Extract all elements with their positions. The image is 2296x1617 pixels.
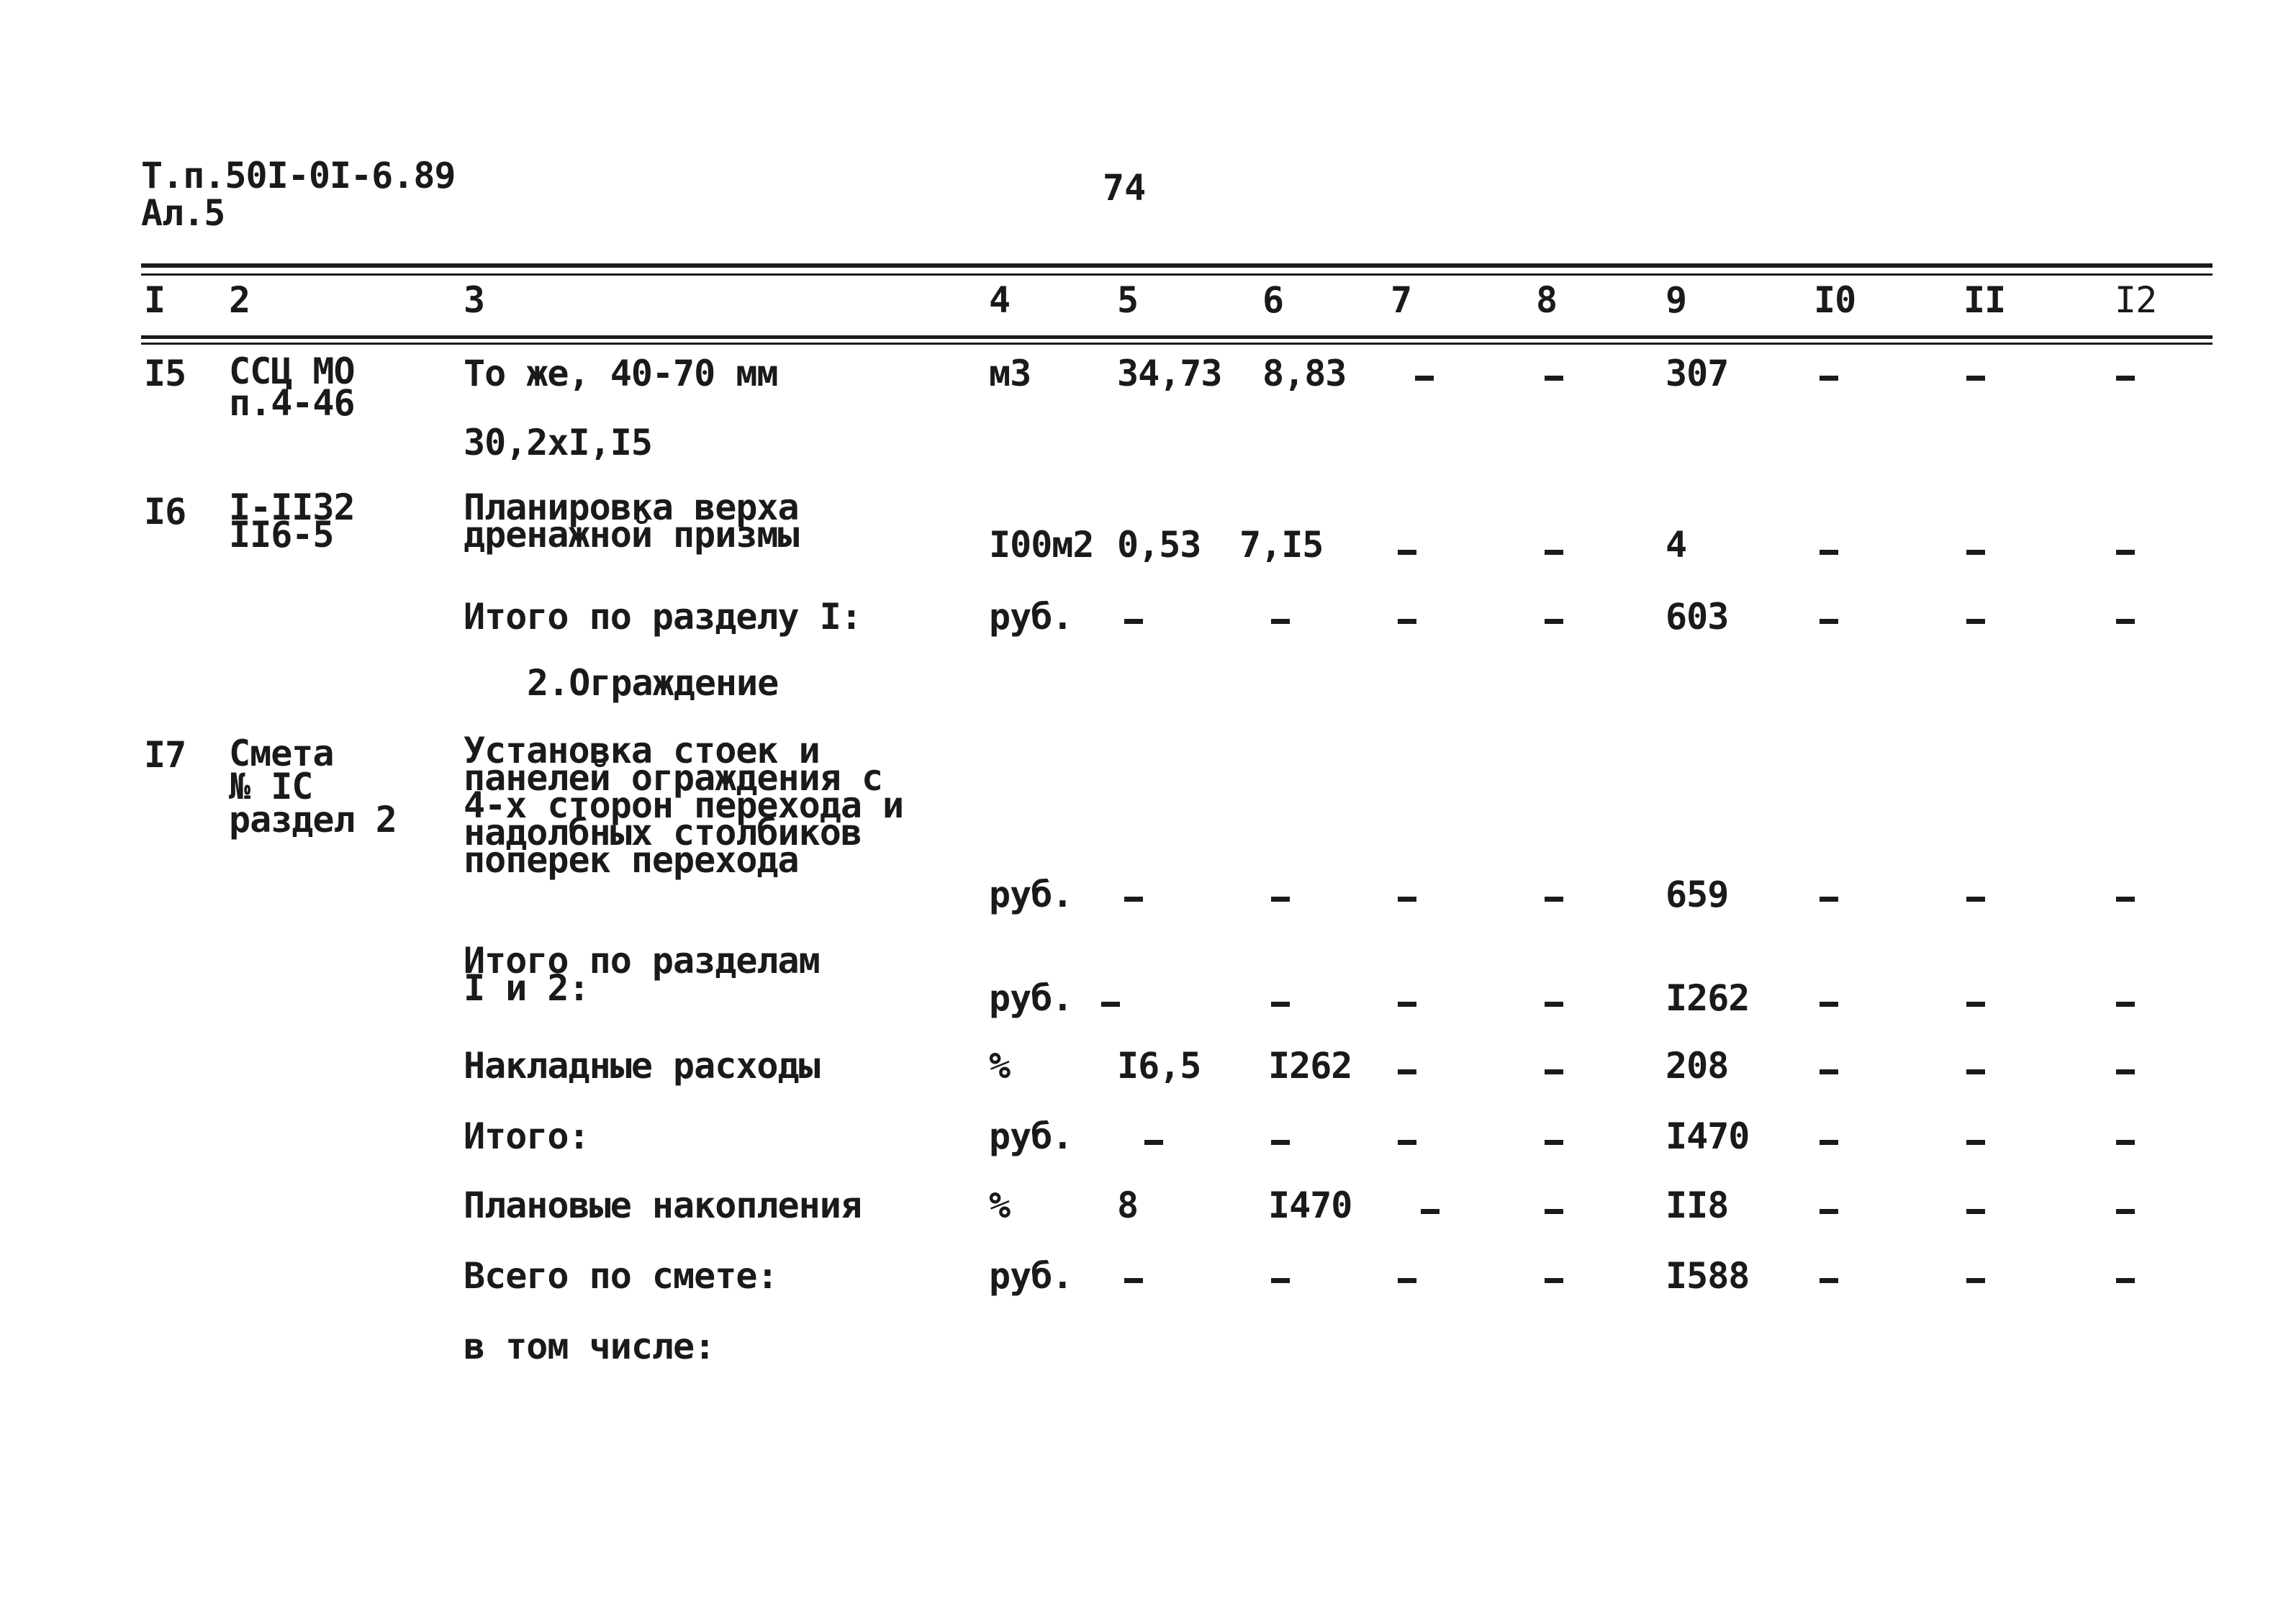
column-header: I	[144, 279, 166, 321]
empty-dash	[1820, 897, 1838, 902]
table-top-rule-thin	[141, 273, 2213, 276]
row-description: Накладные расходы	[464, 1045, 820, 1087]
row-col9: 4	[1665, 524, 1687, 566]
empty-dash	[1820, 1278, 1838, 1283]
row-col9: 307	[1665, 353, 1729, 394]
empty-dash	[1820, 1140, 1838, 1145]
empty-dash	[2116, 376, 2135, 381]
row-col9: I470	[1665, 1115, 1750, 1157]
empty-dash	[1820, 1209, 1838, 1214]
empty-dash	[1271, 1002, 1290, 1007]
row-unit: руб.	[989, 977, 1073, 1019]
row-col5: 0,53	[1117, 524, 1201, 566]
empty-dash	[2116, 619, 2135, 624]
page-number: 74	[1103, 167, 1147, 209]
empty-dash	[1820, 376, 1838, 381]
empty-dash	[1820, 1069, 1838, 1074]
row-unit: руб.	[989, 1255, 1073, 1297]
empty-dash	[1398, 1278, 1416, 1283]
empty-dash	[1966, 1278, 1985, 1283]
empty-dash	[1820, 1002, 1838, 1007]
row-description: Плановые накопления	[464, 1185, 862, 1226]
empty-dash	[2116, 1140, 2135, 1145]
row-unit: %	[989, 1045, 1011, 1087]
section-title: 2.Ограждение	[527, 662, 779, 704]
row-col6: I262	[1268, 1045, 1352, 1087]
empty-dash	[1124, 619, 1143, 624]
empty-dash	[1820, 550, 1838, 555]
empty-dash	[1966, 550, 1985, 555]
empty-dash	[1545, 619, 1563, 624]
empty-dash	[1271, 897, 1290, 902]
empty-dash	[1966, 1140, 1985, 1145]
row-number: I5	[144, 353, 186, 394]
empty-dash	[1966, 1209, 1985, 1214]
row-unit: руб.	[989, 874, 1073, 915]
empty-dash	[2116, 1209, 2135, 1214]
empty-dash	[1421, 1209, 1439, 1214]
empty-dash	[2116, 1002, 2135, 1007]
row-col9: I588	[1665, 1255, 1750, 1297]
row-description: То же, 40-70 мм	[464, 353, 778, 394]
empty-dash	[1398, 550, 1416, 555]
empty-dash	[2116, 1069, 2135, 1074]
row-unit: I00м2	[989, 524, 1094, 566]
header-bottom-rule-thin	[141, 343, 2213, 345]
empty-dash	[1966, 619, 1985, 624]
empty-dash	[1398, 1069, 1416, 1074]
empty-dash	[1398, 619, 1416, 624]
row-col6: I470	[1268, 1185, 1352, 1226]
empty-dash	[1545, 1209, 1563, 1214]
row-col6: 8,83	[1262, 353, 1347, 394]
row-col5: 8	[1117, 1185, 1139, 1226]
empty-dash	[1966, 376, 1985, 381]
row-col9: 208	[1665, 1045, 1729, 1087]
empty-dash	[1398, 1002, 1416, 1007]
column-header: 9	[1665, 279, 1687, 321]
empty-dash	[1545, 1002, 1563, 1007]
empty-dash	[1124, 897, 1143, 902]
empty-dash	[1545, 550, 1563, 555]
row-col5: 34,73	[1117, 353, 1222, 394]
header-bottom-rule	[141, 335, 2213, 339]
column-header: 5	[1117, 279, 1139, 321]
empty-dash	[1966, 1069, 1985, 1074]
column-header: II	[1963, 279, 2006, 321]
empty-dash	[1271, 1140, 1290, 1145]
row-unit: %	[989, 1185, 1011, 1226]
row-unit: руб.	[989, 596, 1073, 638]
row-reference: I-II32 II6-5	[229, 486, 355, 556]
row-col9: I262	[1665, 977, 1750, 1019]
row-col5: I6,5	[1117, 1045, 1201, 1087]
column-header: 8	[1536, 279, 1558, 321]
empty-dash	[1124, 1278, 1143, 1283]
empty-dash	[1144, 1140, 1163, 1145]
column-header: 3	[464, 279, 485, 321]
empty-dash	[2116, 550, 2135, 555]
row-col6: 7,I5	[1239, 524, 1324, 566]
empty-dash	[1398, 1140, 1416, 1145]
row-formula: 30,2хI,I5	[464, 422, 652, 463]
document-code-line2: Ал.5	[141, 192, 225, 234]
empty-dash	[1545, 1278, 1563, 1283]
column-header: 7	[1391, 279, 1412, 321]
row-col9: II8	[1665, 1185, 1729, 1226]
empty-dash	[1966, 897, 1985, 902]
row-number: I6	[144, 491, 186, 533]
empty-dash	[2116, 1278, 2135, 1283]
row-reference: ССЦ МО п.4-46	[229, 350, 355, 424]
document-code-line1: Т.п.50I-0I-6.89	[141, 155, 456, 196]
row-description: Установка стоек и панелей ограждения с 4-х сторон перехода и надолбных столбиков поперек перехода	[464, 730, 904, 881]
row-description: Итого:	[464, 1115, 589, 1157]
column-header: I2	[2115, 279, 2157, 321]
row-col9: 603	[1665, 596, 1729, 638]
empty-dash	[1271, 1278, 1290, 1283]
column-header: 2	[229, 279, 250, 321]
empty-dash	[2116, 897, 2135, 902]
empty-dash	[1966, 1002, 1985, 1007]
empty-dash	[1415, 376, 1434, 381]
row-reference: Смета № IС раздел 2	[229, 733, 397, 841]
empty-dash	[1545, 897, 1563, 902]
empty-dash	[1545, 1140, 1563, 1145]
row-unit: руб.	[989, 1115, 1073, 1157]
row-number: I7	[144, 734, 186, 776]
empty-dash	[1271, 619, 1290, 624]
table-top-rule	[141, 263, 2213, 268]
document-code	[141, 157, 456, 232]
row-unit: м3	[989, 353, 1031, 394]
row-description: Всего по смете:	[464, 1255, 778, 1297]
empty-dash	[1101, 1002, 1120, 1007]
column-header: 4	[989, 279, 1011, 321]
empty-dash	[1398, 897, 1416, 902]
row-description: Итого по разделам I и 2:	[464, 940, 820, 1009]
row-description: Планировка верха дренажной призмы	[464, 486, 799, 556]
empty-dash	[1820, 619, 1838, 624]
row-description: Итого по разделу I:	[464, 596, 862, 638]
column-header: I0	[1814, 279, 1856, 321]
column-header: 6	[1262, 279, 1284, 321]
row-description: в том числе:	[464, 1326, 715, 1367]
row-col9: 659	[1665, 874, 1729, 915]
empty-dash	[1545, 376, 1563, 381]
empty-dash	[1545, 1069, 1563, 1074]
